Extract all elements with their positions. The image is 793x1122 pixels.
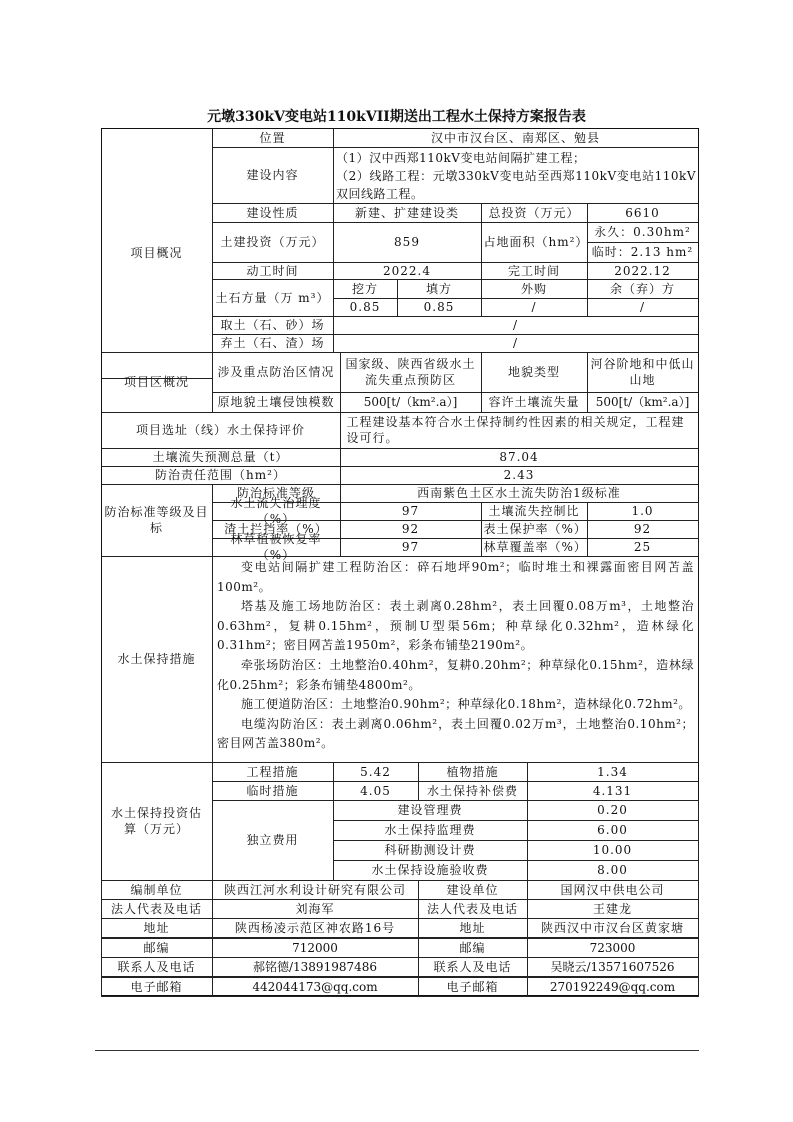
contact-label: 邮编 (101, 938, 213, 958)
erosion-label: 原地貌土壤侵蚀模数 (212, 392, 341, 413)
earth-value: 0.85 (333, 298, 398, 317)
eval-label: 项目选址（线）水土保持评价 (101, 412, 341, 449)
earth-head: 挖方 (333, 279, 398, 299)
resp-value: 2.43 (340, 466, 699, 485)
contact-value: 442044173@qq.com (212, 977, 419, 997)
contact-value: 吴晓云/13571607526 (527, 957, 699, 977)
total-investment-label: 总投资（万元） (481, 203, 588, 223)
indep-item-value: 10.00 (527, 840, 699, 861)
comp-label: 水土保持补偿费 (418, 781, 528, 801)
contact-value: 723000 (527, 938, 699, 958)
std-level-value: 西南紫色土区水土流失防治1级标准 (340, 484, 699, 503)
content-label: 建设内容 (212, 147, 334, 204)
start-label: 动工时间 (212, 262, 334, 280)
measure-paragraph: 电缆沟防治区：表土剥离0.06hm²，表土回覆0.02万m³，土地整治0.10hm²；密目网苫盖380m²。 (217, 716, 694, 751)
std-section-label: 防治标准等级及目标 (101, 484, 213, 557)
civil-investment-value: 859 (333, 222, 482, 263)
measure-paragraph: 塔基及施工场地防治区：表土剥离0.28hm²，表土回覆0.08万m³，土地整治0.63hm²，复耕0.15hm²，预制U型渠56m；种草绿化0.32hm²，造林绿化0.31hm²；密目网苫盖1950m²，彩条布铺垫2190m²。 (217, 599, 694, 653)
indep-item-label: 科研勘测设计费 (333, 840, 528, 861)
measure-paragraph: 变电站间隔扩建工程防治区：碎石地坪90m²；临时堆土和裸露面密目网苫盖100m²。 (217, 560, 694, 594)
eval-value: 工程建设基本符合水土保持制约性因素的相关规定，工程建设可行。 (340, 412, 699, 449)
indep-item-value: 0.20 (527, 800, 699, 821)
std-value: 92 (587, 520, 699, 539)
std-label: 表土保护率（%） (481, 520, 588, 539)
contact-value: 712000 (212, 938, 419, 958)
total-investment-value: 6610 (587, 203, 699, 223)
earth-value: 0.85 (397, 298, 482, 317)
start-value: 2022.4 (333, 262, 482, 280)
contact-label: 编制单位 (101, 880, 213, 900)
indep-item-value: 8.00 (527, 860, 699, 881)
contact-value: 陕西江河水利设计研究有限公司 (212, 880, 419, 900)
measure-paragraph: 牵张场防治区：土地整治0.40hm²，复耕0.20hm²；种草绿化0.15hm²，造林绿化0.25hm²；彩条布铺垫4800m²。 (217, 657, 694, 692)
spoil-label: 弃土（石、渣）场 (212, 334, 334, 353)
std-label: 渣土拦挡率（%） (212, 520, 341, 539)
indep-item-label: 水土保持监理费 (333, 820, 528, 841)
area-section-label: 项目区概况 (101, 352, 213, 413)
allow-label: 容许土壤流失量 (481, 392, 588, 413)
content-line: （1）汉中西郑110kV变电站间隔扩建工程； (336, 151, 586, 165)
report-title: 元墩330kV变电站110kVII期送出工程水土保持方案报告表 (207, 109, 586, 125)
nature-value: 新建、扩建建设类 (333, 203, 482, 223)
contact-label: 邮编 (418, 938, 528, 958)
spoil-value: / (333, 334, 699, 353)
invest-section-label: 水土保持投资估算（万元） (101, 762, 213, 881)
loss-value: 87.04 (340, 448, 699, 467)
indep-label: 独立费用 (212, 800, 334, 881)
overview-section-label: 项目概况 (101, 128, 213, 379)
contact-value: 国网汉中供电公司 (527, 880, 699, 900)
contact-value: 270192249@qq.com (527, 977, 699, 997)
measures-text (212, 556, 699, 763)
allow-value: 500[t/（km².a）] (587, 392, 699, 413)
earth-head: 余（弃）方 (587, 279, 699, 299)
footer-rule (95, 1050, 699, 1051)
area-label: 占地面积（hm²） (481, 222, 588, 263)
comp-value: 4.131 (527, 781, 699, 801)
earth-value: / (481, 298, 588, 317)
std-value: 97 (340, 538, 482, 557)
loss-label: 土壤流失预测总量（t） (101, 448, 341, 467)
earth-value: / (587, 298, 699, 317)
nature-label: 建设性质 (212, 203, 334, 223)
contact-label: 电子邮箱 (101, 977, 213, 997)
eng-value: 5.42 (333, 762, 419, 782)
contact-value: 刘海军 (212, 899, 419, 919)
temp-label: 临时措施 (212, 781, 334, 801)
std-label: 土壤流失控制比 (481, 502, 588, 521)
eng-label: 工程措施 (212, 762, 334, 782)
earth-head: 填方 (397, 279, 482, 299)
zone-label: 涉及重点防治区情况 (212, 352, 341, 393)
contact-value: 陕西杨凌示范区神农路16号 (212, 918, 419, 938)
content-value (333, 147, 699, 204)
end-label: 完工时间 (481, 262, 588, 280)
contact-label: 联系人及电话 (418, 957, 528, 977)
std-value: 1.0 (587, 502, 699, 521)
earth-head: 外购 (481, 279, 588, 299)
measures-section-label: 水土保持措施 (101, 556, 213, 763)
std-label: 水土流失治理度（%） (212, 502, 341, 521)
contact-label: 联系人及电话 (101, 957, 213, 977)
contact-value: 郝铭德/13891987486 (212, 957, 419, 977)
std-label: 林草覆盖率（%） (481, 538, 588, 557)
indep-item-value: 6.00 (527, 820, 699, 841)
contact-label: 法人代表及电话 (101, 899, 213, 919)
std-value: 25 (587, 538, 699, 557)
std-level-label: 防治标准等级 (212, 484, 341, 503)
contact-label: 地址 (418, 918, 528, 938)
resp-label: 防治责任范围（hm²） (101, 466, 341, 485)
end-value: 2022.12 (587, 262, 699, 280)
area-temporary: 临时：2.13 hm² (587, 242, 699, 263)
contact-value: 陕西汉中市汉台区黄家塘 (527, 918, 699, 938)
zone-value: 国家级、陕西省级水土流失重点预防区 (340, 352, 482, 393)
location-label: 位置 (212, 128, 334, 148)
plant-value: 1.34 (527, 762, 699, 782)
contact-label: 法人代表及电话 (418, 899, 528, 919)
std-value: 97 (340, 502, 482, 521)
location-value: 汉中市汉台区、南郑区、勉县 (333, 128, 699, 148)
civil-investment-label: 土建投资（万元） (212, 222, 334, 263)
contact-label: 地址 (101, 918, 213, 938)
borrow-value: / (333, 316, 699, 335)
landform-label: 地貌类型 (481, 352, 588, 393)
content-line: （2）线路工程：元墩330kV变电站至西郑110kV变电站110kV双回线路工程。 (336, 169, 696, 201)
borrow-label: 取土（石、砂）场 (212, 316, 334, 335)
std-value: 92 (340, 520, 482, 539)
std-label: 林草植被恢复率（%） (212, 538, 341, 557)
contact-label: 电子邮箱 (418, 977, 528, 997)
indep-item-label: 水土保持设施验收费 (333, 860, 528, 881)
contact-value: 王建龙 (527, 899, 699, 919)
plant-label: 植物措施 (418, 762, 528, 782)
contact-label: 建设单位 (418, 880, 528, 900)
indep-item-label: 建设管理费 (333, 800, 528, 821)
landform-value: 河谷阶地和中低山山地 (587, 352, 699, 393)
measure-paragraph: 施工便道防治区：土地整治0.90hm²；种草绿化0.18hm²，造林绿化0.72hm²。 (241, 697, 691, 712)
area-permanent: 永久：0.30hm² (587, 222, 699, 243)
temp-value: 4.05 (333, 781, 419, 801)
earth-label: 土石方量（万 m³） (212, 279, 334, 317)
erosion-value: 500[t/（km².a）] (340, 392, 482, 413)
